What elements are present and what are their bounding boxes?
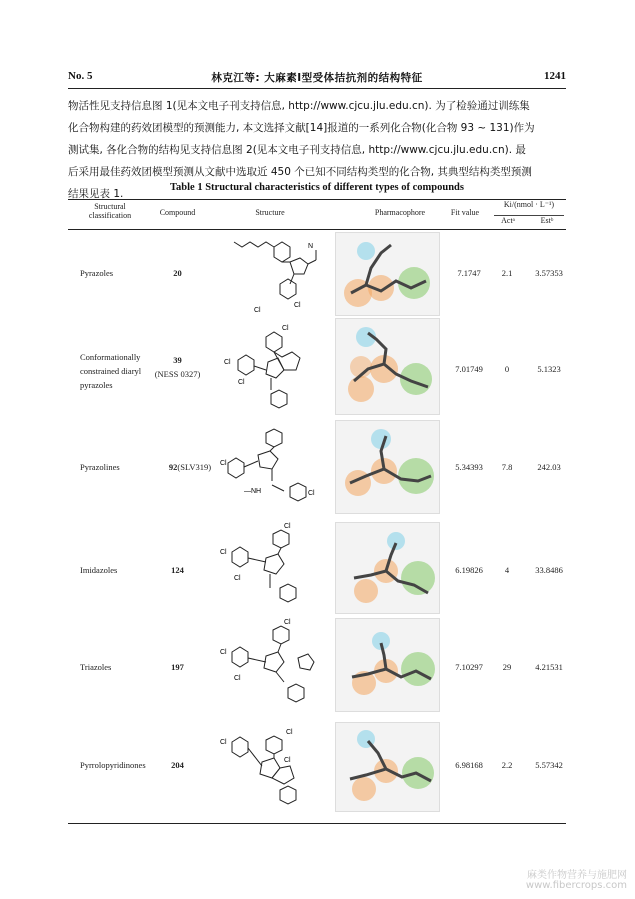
row-compound: 20 xyxy=(173,268,182,278)
svg-text:Cl: Cl xyxy=(294,302,301,309)
row-fit-value: 6.19826 xyxy=(455,565,483,575)
header-pharmacophore: Pharmacophore xyxy=(374,208,426,217)
watermark-cn: 麻类作物营养与施肥网 xyxy=(527,870,627,881)
page-number: 1241 xyxy=(544,70,566,82)
header-fit-value: Fit value xyxy=(450,208,480,217)
header-act: Actᵃ xyxy=(501,216,515,225)
row-est: 5.57342 xyxy=(535,760,563,770)
paragraph-line: 化合物构建的药效团模型的预测能力, 本文选择文献[14]报道的一系列化合物(化合物 93 ~ 131)作为 xyxy=(68,122,535,134)
svg-text:Cl: Cl xyxy=(254,307,261,314)
svg-text:N: N xyxy=(308,243,314,250)
table-bottom-rule xyxy=(68,823,566,824)
row-act: 29 xyxy=(502,662,512,672)
row-classification: Pyrrolopyridinones xyxy=(80,760,146,770)
svg-text:Cl: Cl xyxy=(284,757,291,764)
paragraph-line: 结果见表 1. xyxy=(68,188,124,200)
header-est: Estᵇ xyxy=(540,216,554,225)
pharmacophore-model-124 xyxy=(335,522,440,614)
pharmacophore-model-204 xyxy=(335,722,440,812)
pharmacophore-model-92 xyxy=(335,420,440,514)
svg-text:Cl: Cl xyxy=(308,490,315,497)
pharmacophore-model-197 xyxy=(335,618,440,712)
row-classification: Pyrazolines xyxy=(80,462,120,472)
header-ki: Ki/(nmol · L⁻¹) xyxy=(503,200,555,209)
row-classification: Pyrazoles xyxy=(80,268,114,278)
row-fit-value: 7.10297 xyxy=(455,662,483,672)
svg-text:Cl: Cl xyxy=(220,460,227,467)
svg-text:Cl: Cl xyxy=(286,729,293,736)
row-act: 4 xyxy=(504,565,510,575)
structure-drawing-124 xyxy=(218,522,318,610)
running-header xyxy=(68,70,566,86)
issue-number: No. 5 xyxy=(68,70,93,82)
row-act: 7.8 xyxy=(501,462,513,472)
row-est: 33.8486 xyxy=(535,565,563,575)
svg-text:Cl: Cl xyxy=(234,675,241,682)
header-rule xyxy=(68,88,566,89)
row-compound: 92(SLV319) xyxy=(168,462,212,472)
svg-text:Cl: Cl xyxy=(224,359,231,366)
svg-text:Cl: Cl xyxy=(238,379,245,386)
header-classification: Structural classification xyxy=(88,202,132,220)
row-act: 2.2 xyxy=(501,760,513,770)
svg-text:Cl: Cl xyxy=(284,619,291,626)
pharmacophore-model-20 xyxy=(335,232,440,316)
structure-drawing-204 xyxy=(218,722,318,812)
running-title: 林克江等: 大麻素Ⅰ型受体拮抗剂的结构特征 xyxy=(211,72,423,84)
structure-drawing-20 xyxy=(214,232,324,317)
row-est: 5.1323 xyxy=(537,364,561,374)
row-compound: 39 (NESS 0327) xyxy=(154,355,201,379)
row-est: 4.21531 xyxy=(535,662,563,672)
paragraph-line: 物活性见支持信息图 1(见本文电子刊支持信息, http://www.cjcu.jlu.edu.cn). 为了检验通过训练集 xyxy=(68,100,530,112)
paragraph-line: 后采用最佳药效团模型预测从文献中选取近 450 个已知不同结构类型的化合物, 其典型结构类型预测 xyxy=(68,166,532,178)
row-fit-value: 7.1747 xyxy=(457,268,481,278)
row-classification: Imidazoles xyxy=(80,565,118,575)
row-fit-value: 7.01749 xyxy=(455,364,483,374)
svg-text:Cl: Cl xyxy=(234,575,241,582)
row-act: 0 xyxy=(504,364,510,374)
row-compound: 204 xyxy=(171,760,184,770)
header-structure: Structure xyxy=(255,208,285,217)
row-classification: Conformationally constrained diaryl pyrazoles xyxy=(80,352,142,390)
svg-text:Cl: Cl xyxy=(220,649,227,656)
structure-drawing-197 xyxy=(218,618,323,710)
table-caption: Table 1 Structural characteristics of different types of compounds xyxy=(170,182,464,193)
structure-drawing-92 xyxy=(218,425,323,510)
watermark-url: www.fibercrops.com xyxy=(525,880,627,891)
row-compound: 124 xyxy=(171,565,184,575)
table-header-rule xyxy=(68,229,566,230)
header-compound: Compound xyxy=(159,208,196,217)
paragraph-line: 测试集, 各化合物的结构见支持信息图 2(见本文电子刊支持信息, http://www.cjcu.jlu.edu.cn). 最 xyxy=(68,144,526,156)
svg-text:Cl: Cl xyxy=(284,523,291,530)
row-compound: 197 xyxy=(171,662,184,672)
row-fit-value: 6.98168 xyxy=(455,760,483,770)
row-est: 242.03 xyxy=(537,462,561,472)
row-fit-value: 5.34393 xyxy=(455,462,483,472)
row-classification: Triazoles xyxy=(80,662,112,672)
row-act: 2.1 xyxy=(501,268,513,278)
pharmacophore-model-39 xyxy=(335,318,440,415)
svg-text:—NH: —NH xyxy=(244,488,262,495)
svg-text:Cl: Cl xyxy=(282,325,289,332)
svg-text:Cl: Cl xyxy=(220,549,227,556)
structure-drawing-39 xyxy=(216,322,316,412)
svg-text:Cl: Cl xyxy=(220,739,227,746)
row-est: 3.57353 xyxy=(535,268,563,278)
